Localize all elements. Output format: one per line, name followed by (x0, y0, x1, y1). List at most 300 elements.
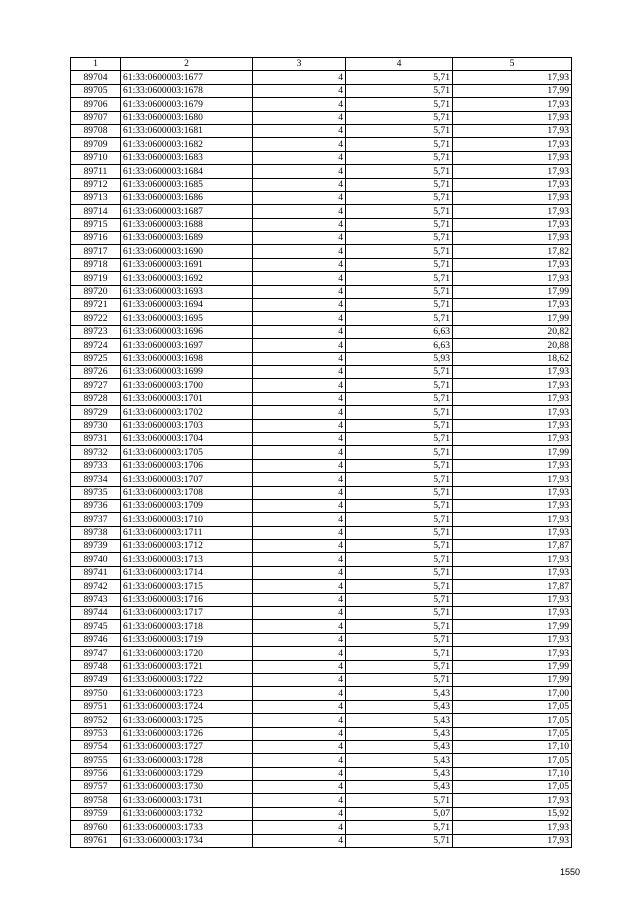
table-row (71, 754, 572, 767)
table-cell-col1: 89741 (71, 566, 121, 579)
table-cell-col2: 61:33:0600003:1728 (121, 754, 253, 767)
table-cell-col1: 89713 (71, 191, 121, 204)
table-cell-col1: 89709 (71, 138, 121, 151)
table-cell-col4: 5,71 (346, 178, 453, 191)
table-cell-col3: 4 (253, 446, 346, 459)
table-cell-col3: 4 (253, 607, 346, 620)
table-cell-col2: 61:33:0600003:1705 (121, 446, 253, 459)
table-cell-col5: 17,93 (453, 165, 572, 178)
table-cell-col2: 61:33:0600003:1720 (121, 647, 253, 660)
table-cell-col4: 5,43 (346, 754, 453, 767)
table-cell-col3: 4 (253, 245, 346, 258)
table-cell-col3: 4 (253, 285, 346, 298)
table-cell-col2: 61:33:0600003:1702 (121, 406, 253, 419)
table-cell-col1: 89721 (71, 299, 121, 312)
table-row (71, 727, 572, 740)
table-cell-col5: 17,93 (453, 258, 572, 271)
table-row (71, 124, 572, 137)
table-row (71, 178, 572, 191)
table-cell-col5: 17,93 (453, 633, 572, 646)
table-cell-col4: 5,71 (346, 513, 453, 526)
table-cell-col3: 4 (253, 178, 346, 191)
table-cell-col4: 5,71 (346, 312, 453, 325)
table-cell-col3: 4 (253, 673, 346, 686)
table-cell-col5: 17,05 (453, 781, 572, 794)
table-cell-col5: 17,87 (453, 580, 572, 593)
table-row (71, 151, 572, 164)
table-row (71, 499, 572, 512)
table-row (71, 821, 572, 834)
table-cell-col5: 17,93 (453, 419, 572, 432)
table-cell-col3: 4 (253, 700, 346, 713)
table-cell-col5: 17,93 (453, 647, 572, 660)
table-cell-col1: 89712 (71, 178, 121, 191)
table-cell-col5: 17,99 (453, 660, 572, 673)
table-cell-col1: 89731 (71, 432, 121, 445)
table-cell-col3: 4 (253, 740, 346, 753)
table-cell-col1: 89734 (71, 473, 121, 486)
table-cell-col3: 4 (253, 553, 346, 566)
table-cell-col5: 17,93 (453, 124, 572, 137)
table-row (71, 540, 572, 553)
table-cell-col3: 4 (253, 258, 346, 271)
table-cell-col1: 89757 (71, 781, 121, 794)
table-cell-col2: 61:33:0600003:1724 (121, 700, 253, 713)
table-cell-col1: 89754 (71, 740, 121, 753)
table-cell-col1: 89720 (71, 285, 121, 298)
table-cell-col3: 4 (253, 486, 346, 499)
table-cell-col4: 6,63 (346, 339, 453, 352)
table-row (71, 365, 572, 378)
table-cell-col4: 5,43 (346, 687, 453, 700)
table-cell-col4: 5,71 (346, 365, 453, 378)
table-cell-col3: 4 (253, 339, 346, 352)
table-cell-col2: 61:33:0600003:1685 (121, 178, 253, 191)
table-cell-col5: 20,82 (453, 325, 572, 338)
table-cell-col4: 5,71 (346, 205, 453, 218)
table-cell-col3: 4 (253, 834, 346, 847)
table-cell-col1: 89760 (71, 821, 121, 834)
table-cell-col3: 4 (253, 124, 346, 137)
table-cell-col1: 89727 (71, 379, 121, 392)
table-cell-col3: 4 (253, 325, 346, 338)
table-row (71, 245, 572, 258)
table-cell-col3: 4 (253, 540, 346, 553)
table-cell-col2: 61:33:0600003:1707 (121, 473, 253, 486)
table-row (71, 633, 572, 646)
table-cell-col3: 4 (253, 647, 346, 660)
table-cell-col4: 6,63 (346, 325, 453, 338)
table-cell-col1: 89728 (71, 392, 121, 405)
table-cell-col5: 17,93 (453, 232, 572, 245)
table-cell-col5: 17,10 (453, 767, 572, 780)
table-cell-col5: 17,05 (453, 754, 572, 767)
table-cell-col2: 61:33:0600003:1699 (121, 365, 253, 378)
table-cell-col5: 15,92 (453, 807, 572, 820)
table-cell-col5: 17,93 (453, 191, 572, 204)
table-cell-col2: 61:33:0600003:1681 (121, 124, 253, 137)
table-cell-col5: 17,93 (453, 71, 572, 84)
table-cell-col1: 89718 (71, 258, 121, 271)
table-cell-col2: 61:33:0600003:1703 (121, 419, 253, 432)
table-cell-col4: 5,71 (346, 245, 453, 258)
table-row (71, 620, 572, 633)
table-cell-col3: 4 (253, 432, 346, 445)
table-row (71, 580, 572, 593)
table-cell-col4: 5,43 (346, 767, 453, 780)
table-cell-col5: 17,93 (453, 821, 572, 834)
table-row (71, 473, 572, 486)
table-cell-col5: 17,93 (453, 365, 572, 378)
table-cell-col4: 5,71 (346, 566, 453, 579)
table-cell-col1: 89726 (71, 365, 121, 378)
table-row (71, 339, 572, 352)
table-cell-col5: 17,93 (453, 553, 572, 566)
table-cell-col4: 5,71 (346, 473, 453, 486)
table-cell-col1: 89740 (71, 553, 121, 566)
table-row (71, 834, 572, 847)
table-cell-col1: 89751 (71, 700, 121, 713)
table-row (71, 607, 572, 620)
table-row (71, 714, 572, 727)
table-row (71, 84, 572, 97)
table-cell-col4: 5,71 (346, 258, 453, 271)
table-cell-col2: 61:33:0600003:1682 (121, 138, 253, 151)
table-cell-col3: 4 (253, 499, 346, 512)
table-cell-col5: 17,93 (453, 834, 572, 847)
table-cell-col5: 17,93 (453, 111, 572, 124)
column-header-1: 1 (71, 58, 121, 71)
table-cell-col4: 5,71 (346, 633, 453, 646)
table-row (71, 111, 572, 124)
table-row (71, 807, 572, 820)
table-cell-col4: 5,71 (346, 794, 453, 807)
table-cell-col3: 4 (253, 71, 346, 84)
table-cell-col2: 61:33:0600003:1694 (121, 299, 253, 312)
table-cell-col2: 61:33:0600003:1680 (121, 111, 253, 124)
table-cell-col1: 89746 (71, 633, 121, 646)
table-cell-col2: 61:33:0600003:1704 (121, 432, 253, 445)
table-cell-col5: 17,93 (453, 392, 572, 405)
table-cell-col3: 4 (253, 138, 346, 151)
table-body (71, 71, 572, 848)
table-row (71, 191, 572, 204)
table-row (71, 138, 572, 151)
table-cell-col3: 4 (253, 754, 346, 767)
table-cell-col2: 61:33:0600003:1722 (121, 673, 253, 686)
table-cell-col1: 89749 (71, 673, 121, 686)
table-cell-col5: 17,93 (453, 178, 572, 191)
table-cell-col2: 61:33:0600003:1723 (121, 687, 253, 700)
table-cell-col4: 5,71 (346, 111, 453, 124)
table-cell-col1: 89730 (71, 419, 121, 432)
table-cell-col4: 5,71 (346, 553, 453, 566)
table-cell-col3: 4 (253, 459, 346, 472)
table-cell-col3: 4 (253, 84, 346, 97)
column-header-3: 3 (253, 58, 346, 71)
table-cell-col2: 61:33:0600003:1715 (121, 580, 253, 593)
table-cell-col1: 89743 (71, 593, 121, 606)
table-row (71, 258, 572, 271)
table-row (71, 325, 572, 338)
table-cell-col3: 4 (253, 299, 346, 312)
table-cell-col2: 61:33:0600003:1679 (121, 98, 253, 111)
table-cell-col3: 4 (253, 633, 346, 646)
table-cell-col3: 4 (253, 151, 346, 164)
table-cell-col4: 5,71 (346, 406, 453, 419)
table-cell-col4: 5,71 (346, 218, 453, 231)
table-cell-col3: 4 (253, 781, 346, 794)
table-cell-col3: 4 (253, 620, 346, 633)
table-cell-col2: 61:33:0600003:1688 (121, 218, 253, 231)
table-row (71, 459, 572, 472)
table-cell-col4: 5,71 (346, 232, 453, 245)
table-cell-col5: 17,93 (453, 486, 572, 499)
table-cell-col4: 5,71 (346, 124, 453, 137)
table-cell-col2: 61:33:0600003:1700 (121, 379, 253, 392)
table-cell-col5: 17,87 (453, 540, 572, 553)
table-cell-col4: 5,71 (346, 540, 453, 553)
table-cell-col2: 61:33:0600003:1726 (121, 727, 253, 740)
table-cell-col5: 17,93 (453, 526, 572, 539)
table-cell-col1: 89737 (71, 513, 121, 526)
table-cell-col1: 89755 (71, 754, 121, 767)
table-cell-col1: 89716 (71, 232, 121, 245)
table-cell-col5: 17,93 (453, 566, 572, 579)
table-row (71, 406, 572, 419)
table-row (71, 165, 572, 178)
table-cell-col3: 4 (253, 272, 346, 285)
table-cell-col3: 4 (253, 807, 346, 820)
table-cell-col4: 5,71 (346, 673, 453, 686)
table-cell-col3: 4 (253, 767, 346, 780)
table-cell-col5: 17,93 (453, 607, 572, 620)
table-cell-col2: 61:33:0600003:1727 (121, 740, 253, 753)
table-cell-col5: 17,93 (453, 151, 572, 164)
table-row (71, 740, 572, 753)
table-cell-col2: 61:33:0600003:1721 (121, 660, 253, 673)
table-cell-col3: 4 (253, 821, 346, 834)
table-cell-col3: 4 (253, 660, 346, 673)
table-cell-col2: 61:33:0600003:1733 (121, 821, 253, 834)
column-header-2: 2 (121, 58, 253, 71)
table-cell-col4: 5,71 (346, 151, 453, 164)
table-cell-col4: 5,71 (346, 486, 453, 499)
table-cell-col4: 5,71 (346, 419, 453, 432)
table-row (71, 486, 572, 499)
table-cell-col5: 17,99 (453, 673, 572, 686)
table-cell-col2: 61:33:0600003:1690 (121, 245, 253, 258)
table-cell-col1: 89733 (71, 459, 121, 472)
table-cell-col2: 61:33:0600003:1725 (121, 714, 253, 727)
table-cell-col4: 5,43 (346, 727, 453, 740)
data-table (70, 57, 572, 848)
table-cell-col2: 61:33:0600003:1698 (121, 352, 253, 365)
table-cell-col1: 89739 (71, 540, 121, 553)
table-cell-col1: 89715 (71, 218, 121, 231)
table-cell-col2: 61:33:0600003:1712 (121, 540, 253, 553)
table-cell-col5: 17,05 (453, 714, 572, 727)
table-cell-col4: 5,71 (346, 165, 453, 178)
table-cell-col3: 4 (253, 352, 346, 365)
table-cell-col4: 5,71 (346, 821, 453, 834)
table-cell-col2: 61:33:0600003:1730 (121, 781, 253, 794)
table-cell-col3: 4 (253, 727, 346, 740)
table-cell-col1: 89761 (71, 834, 121, 847)
table-cell-col1: 89748 (71, 660, 121, 673)
table-cell-col5: 17,93 (453, 406, 572, 419)
table-cell-col5: 17,93 (453, 138, 572, 151)
table-cell-col3: 4 (253, 165, 346, 178)
table-cell-col3: 4 (253, 687, 346, 700)
table-cell-col4: 5,71 (346, 446, 453, 459)
table-cell-col3: 4 (253, 593, 346, 606)
table-cell-col5: 17,93 (453, 459, 572, 472)
table-cell-col1: 89706 (71, 98, 121, 111)
table-cell-col1: 89756 (71, 767, 121, 780)
table-row (71, 218, 572, 231)
table-cell-col4: 5,71 (346, 379, 453, 392)
table-row (71, 98, 572, 111)
table-cell-col2: 61:33:0600003:1732 (121, 807, 253, 820)
table-cell-col5: 18,62 (453, 352, 572, 365)
table-cell-col1: 89753 (71, 727, 121, 740)
table-row (71, 205, 572, 218)
table-cell-col4: 5,71 (346, 299, 453, 312)
table-cell-col5: 17,93 (453, 98, 572, 111)
table-cell-col2: 61:33:0600003:1677 (121, 71, 253, 84)
table-cell-col5: 17,99 (453, 620, 572, 633)
table-cell-col4: 5,71 (346, 660, 453, 673)
table-cell-col3: 4 (253, 191, 346, 204)
table-row (71, 660, 572, 673)
table-cell-col2: 61:33:0600003:1717 (121, 607, 253, 620)
table-cell-col3: 4 (253, 218, 346, 231)
table-cell-col2: 61:33:0600003:1695 (121, 312, 253, 325)
table-cell-col4: 5,71 (346, 272, 453, 285)
table-cell-col5: 17,99 (453, 84, 572, 97)
table-row (71, 446, 572, 459)
table-cell-col4: 5,71 (346, 138, 453, 151)
table-cell-col3: 4 (253, 365, 346, 378)
table-cell-col4: 5,43 (346, 740, 453, 753)
table-row (71, 781, 572, 794)
table-cell-col1: 89704 (71, 71, 121, 84)
table-cell-col1: 89724 (71, 339, 121, 352)
table-cell-col1: 89744 (71, 607, 121, 620)
table-cell-col2: 61:33:0600003:1710 (121, 513, 253, 526)
table-cell-col1: 89723 (71, 325, 121, 338)
table-cell-col4: 5,71 (346, 98, 453, 111)
table-cell-col1: 89745 (71, 620, 121, 633)
table-cell-col2: 61:33:0600003:1697 (121, 339, 253, 352)
table-cell-col4: 5,71 (346, 84, 453, 97)
table-cell-col5: 17,99 (453, 446, 572, 459)
table-row (71, 299, 572, 312)
table-cell-col2: 61:33:0600003:1691 (121, 258, 253, 271)
table-cell-col4: 5,71 (346, 71, 453, 84)
table-cell-col4: 5,43 (346, 714, 453, 727)
table-cell-col5: 17,93 (453, 473, 572, 486)
table-cell-col2: 61:33:0600003:1687 (121, 205, 253, 218)
table-cell-col3: 4 (253, 111, 346, 124)
table-cell-col5: 17,93 (453, 432, 572, 445)
table-cell-col1: 89736 (71, 499, 121, 512)
table-cell-col3: 4 (253, 580, 346, 593)
table-row (71, 647, 572, 660)
table-cell-col4: 5,71 (346, 499, 453, 512)
table-cell-col2: 61:33:0600003:1731 (121, 794, 253, 807)
table-cell-col2: 61:33:0600003:1683 (121, 151, 253, 164)
table-row (71, 352, 572, 365)
table-row (71, 285, 572, 298)
table-row (71, 272, 572, 285)
table-cell-col4: 5,71 (346, 593, 453, 606)
table-cell-col4: 5,71 (346, 392, 453, 405)
table-cell-col5: 17,05 (453, 727, 572, 740)
table-cell-col4: 5,71 (346, 620, 453, 633)
table-row (71, 379, 572, 392)
table-row (71, 700, 572, 713)
table-cell-col2: 61:33:0600003:1713 (121, 553, 253, 566)
table-cell-col2: 61:33:0600003:1686 (121, 191, 253, 204)
table-cell-col5: 17,99 (453, 285, 572, 298)
table-cell-col4: 5,71 (346, 834, 453, 847)
table-row (71, 566, 572, 579)
table-cell-col4: 5,71 (346, 459, 453, 472)
table-cell-col5: 17,93 (453, 513, 572, 526)
table-cell-col3: 4 (253, 513, 346, 526)
table-row (71, 432, 572, 445)
column-header-5: 5 (453, 58, 572, 71)
table-cell-col3: 4 (253, 392, 346, 405)
table-row (71, 794, 572, 807)
table-cell-col4: 5,07 (346, 807, 453, 820)
table-row (71, 513, 572, 526)
table-cell-col3: 4 (253, 794, 346, 807)
table-cell-col1: 89759 (71, 807, 121, 820)
page-number: 1550 (560, 867, 581, 877)
table-cell-col1: 89714 (71, 205, 121, 218)
table-cell-col2: 61:33:0600003:1711 (121, 526, 253, 539)
table-cell-col2: 61:33:0600003:1716 (121, 593, 253, 606)
table-cell-col2: 61:33:0600003:1714 (121, 566, 253, 579)
table-cell-col3: 4 (253, 419, 346, 432)
table-cell-col5: 17,05 (453, 700, 572, 713)
table-cell-col1: 89742 (71, 580, 121, 593)
table-cell-col3: 4 (253, 379, 346, 392)
table-cell-col3: 4 (253, 406, 346, 419)
table-row (71, 312, 572, 325)
table-cell-col1: 89707 (71, 111, 121, 124)
table-row (71, 553, 572, 566)
table-cell-col2: 61:33:0600003:1693 (121, 285, 253, 298)
table-cell-col2: 61:33:0600003:1709 (121, 499, 253, 512)
table-cell-col3: 4 (253, 714, 346, 727)
table-cell-col2: 61:33:0600003:1734 (121, 834, 253, 847)
table-cell-col1: 89711 (71, 165, 121, 178)
table-cell-col4: 5,71 (346, 647, 453, 660)
table-cell-col1: 89725 (71, 352, 121, 365)
column-header-4: 4 (346, 58, 453, 71)
table-cell-col4: 5,71 (346, 191, 453, 204)
table-cell-col5: 17,93 (453, 593, 572, 606)
table-cell-col2: 61:33:0600003:1708 (121, 486, 253, 499)
table-cell-col2: 61:33:0600003:1701 (121, 392, 253, 405)
table-cell-col5: 17,93 (453, 218, 572, 231)
table-cell-col3: 4 (253, 205, 346, 218)
table-cell-col4: 5,43 (346, 781, 453, 794)
